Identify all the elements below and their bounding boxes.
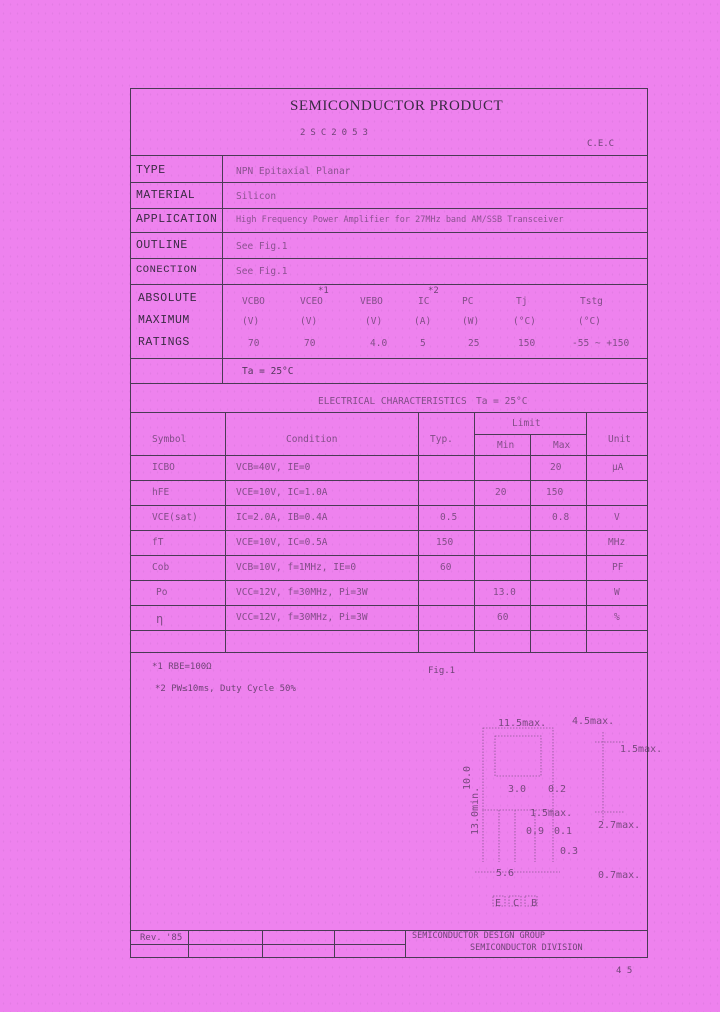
row-symbol: fT: [152, 537, 164, 548]
row-symbol: Cob: [152, 562, 170, 573]
rating-unit: (V): [365, 316, 383, 327]
footer-company-2: SEMICONDUCTOR DIVISION: [470, 943, 583, 953]
row-min: 20: [495, 487, 507, 498]
dim-lead-max: 1.5max.: [530, 808, 573, 819]
note-marker: *1: [318, 286, 329, 296]
rating-unit: (V): [242, 316, 260, 327]
dim-width: 11.5max.: [498, 718, 547, 729]
row-unit: μA: [612, 462, 624, 473]
dim-lead-thick: 2.7max.: [598, 820, 641, 831]
row-min: 13.0: [493, 587, 516, 598]
row-condition: VCB=40V, IE=0: [236, 462, 311, 473]
dim-tol-3: 0.3: [560, 846, 579, 857]
footer-rev: Rev.: [140, 933, 162, 943]
col-min: Min: [497, 440, 515, 451]
rating-unit: (°C): [513, 316, 536, 327]
electrical-ambient: Ta = 25°C: [476, 396, 528, 407]
rating-value: 70: [304, 338, 316, 349]
row-unit: MHz: [608, 537, 626, 548]
footer-date: '85: [166, 933, 183, 943]
row-unit: W: [614, 587, 620, 598]
dim-tol-2: 0.1: [554, 826, 573, 837]
rating-value: 4.0: [370, 338, 388, 349]
ratings-ambient: Ta = 25°C: [242, 366, 294, 377]
row-max: 20: [550, 462, 562, 473]
dim-body-height: 10.0: [462, 765, 473, 790]
row-max: 0.8: [552, 512, 570, 523]
rating-value: 150: [518, 338, 536, 349]
row-unit: %: [614, 612, 620, 623]
row-condition: VCC=12V, f=30MHz, Pi=3W: [236, 587, 368, 598]
dim-lead-width: 0.9: [526, 826, 545, 837]
rating-value: 70: [248, 338, 260, 349]
material-value: Silicon: [236, 191, 277, 202]
rating-unit: (°C): [578, 316, 601, 327]
rating-param: PC: [462, 296, 474, 307]
connection-label: CONECTION: [136, 264, 198, 276]
company-code: C.E.C: [587, 139, 615, 149]
rating-param: VEBO: [360, 296, 383, 307]
footer-company-1: SEMICONDUCTOR DESIGN GROUP: [412, 931, 546, 941]
row-symbol: ICBO: [152, 462, 175, 473]
dim-lead-gap: 0.7max.: [598, 870, 641, 881]
note-marker: *2: [428, 286, 439, 296]
row-typ: 0.5: [440, 512, 458, 523]
row-typ: 150: [436, 537, 454, 548]
material-label: MATERIAL: [136, 189, 196, 202]
document-title: SEMICONDUCTOR PRODUCT: [290, 98, 504, 114]
rating-unit: (V): [300, 316, 318, 327]
rating-value: -55 ~ +150: [572, 338, 630, 349]
rating-unit: (A): [414, 316, 432, 327]
row-min: 60: [497, 612, 509, 623]
col-unit: Unit: [608, 434, 631, 445]
pin-labels: E C B: [495, 898, 541, 909]
row-unit: V: [614, 512, 620, 523]
dim-pitch: 5.6: [496, 868, 515, 879]
dim-thickness: 4.5max.: [572, 716, 615, 727]
rating-value: 5: [420, 338, 426, 349]
row-symbol: VCE(sat): [152, 512, 198, 523]
connection-value: See Fig.1: [236, 266, 288, 277]
page-number: 4 5: [616, 966, 633, 976]
row-condition: VCC=12V, f=30MHz, Pi=3W: [236, 612, 368, 623]
row-max: 150: [546, 487, 564, 498]
dim-lead-length: 13.0min.: [470, 786, 481, 835]
row-condition: VCE=10V, IC=0.5A: [236, 537, 328, 548]
electrical-heading: ELECTRICAL CHARACTERISTICS: [318, 396, 467, 407]
row-unit: PF: [612, 562, 624, 573]
col-limit: Limit: [512, 418, 541, 429]
note-2: *2 PW≤10ms, Duty Cycle 50%: [155, 684, 296, 694]
dim-tol-1: 0.2: [548, 784, 567, 795]
outline-value: See Fig.1: [236, 241, 288, 252]
row-symbol: hFE: [152, 487, 170, 498]
row-symbol: η: [156, 612, 164, 626]
type-value: NPN Epitaxial Planar: [236, 166, 351, 177]
rating-param: Tj: [516, 296, 528, 307]
row-condition: IC=2.0A, IB=0.4A: [236, 512, 328, 523]
part-number: 2SC2053: [300, 128, 373, 138]
col-symbol: Symbol: [152, 434, 187, 445]
rating-param: VCEO: [300, 296, 323, 307]
rating-value: 25: [468, 338, 480, 349]
outline-label: OUTLINE: [136, 239, 188, 252]
ratings-label-2: MAXIMUM: [138, 314, 190, 327]
col-typ: Typ.: [430, 434, 453, 445]
note-1: *1 RBE=100Ω: [152, 662, 212, 672]
row-condition: VCB=10V, f=1MHz, IE=0: [236, 562, 357, 573]
row-typ: 60: [440, 562, 452, 573]
rating-param: IC: [418, 296, 430, 307]
application-value: High Frequency Power Amplifier for 27MHz band AM/SSB Transceiver: [236, 215, 564, 225]
ratings-label-1: ABSOLUTE: [138, 292, 198, 305]
row-symbol: Po: [156, 587, 168, 598]
col-max: Max: [553, 440, 571, 451]
application-label: APPLICATION: [136, 213, 218, 226]
row-condition: VCE=10V, IC=1.0A: [236, 487, 328, 498]
rating-param: Tstg: [580, 296, 603, 307]
ratings-label-3: RATINGS: [138, 336, 190, 349]
figure-caption: Fig.1: [428, 666, 456, 676]
dim-hole: 3.0: [508, 784, 527, 795]
type-label: TYPE: [136, 164, 166, 177]
col-condition: Condition: [286, 434, 338, 445]
rating-param: VCBO: [242, 296, 265, 307]
rating-unit: (W): [462, 316, 480, 327]
dim-tab: 1.5max.: [620, 744, 663, 755]
